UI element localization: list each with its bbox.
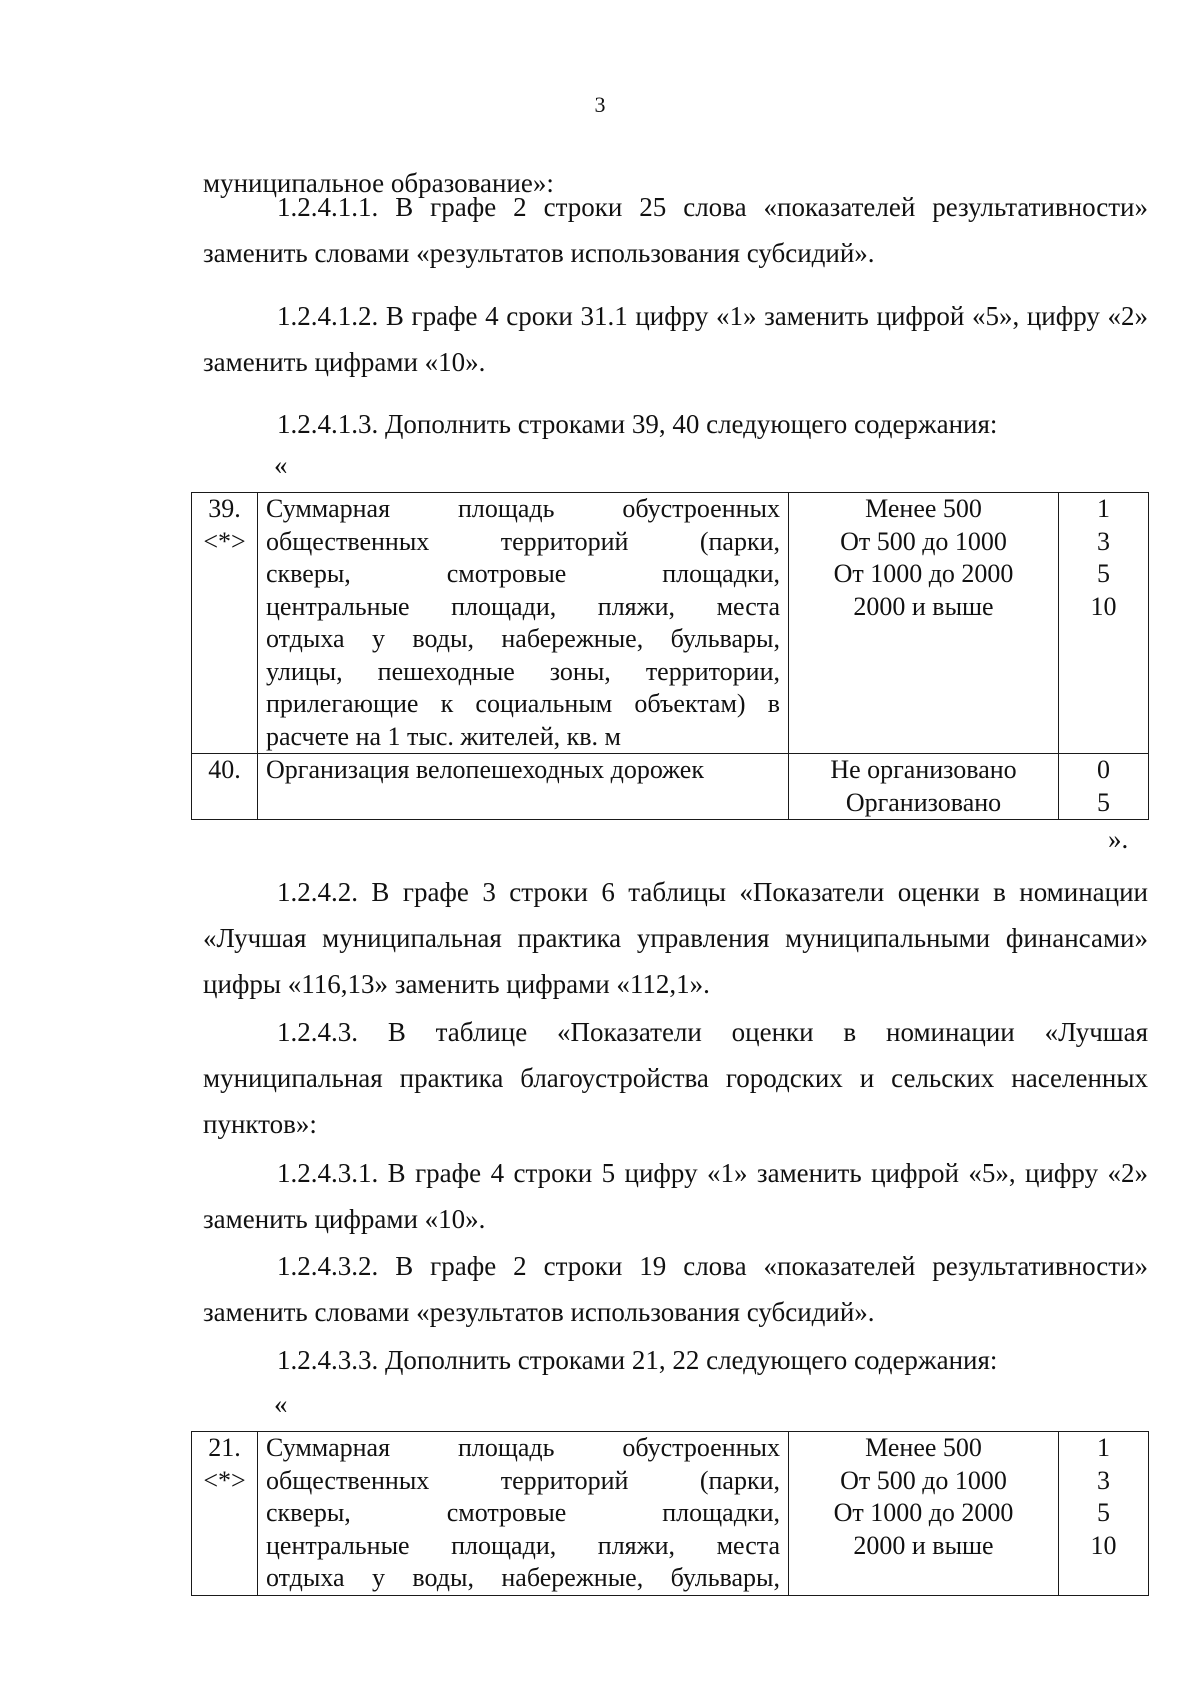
- description-line: центральные площади, пляжи, места: [266, 591, 780, 621]
- page-number: 3: [594, 92, 606, 117]
- value-ranges-cell: [789, 1432, 1059, 1596]
- row-number: 39.: [208, 494, 241, 523]
- points-value: 5: [1097, 559, 1110, 588]
- points-cell: [1059, 754, 1149, 820]
- table-row-21: [191, 1431, 1149, 1596]
- row-number: 21.: [208, 1433, 241, 1462]
- points-cell: [1059, 1432, 1149, 1596]
- value-range: Менее 500: [865, 494, 982, 523]
- description-line: скверы, смотровые площадки,: [266, 559, 780, 588]
- paragraph-1-2-4-3-2: 1.2.4.3.2. В графе 2 строки 19 слова «показателей результативности» заменить словами «результатов использования субсидий».: [203, 1251, 1148, 1327]
- row-number: 40.: [208, 755, 241, 784]
- indicator-description-cell: [258, 493, 789, 754]
- description-line: отдыха у воды, набережные, бульвары,: [266, 624, 780, 653]
- table-row: [192, 493, 1149, 754]
- points-value: 10: [1090, 591, 1117, 621]
- description-line: общественных территорий (парки,: [266, 526, 780, 556]
- value-range: От 500 до 1000: [840, 1465, 1007, 1495]
- row-number-cell: [192, 754, 258, 820]
- indicator-description-cell: [258, 1432, 789, 1596]
- description-line: улицы, пешеходные зоны, территории,: [266, 656, 780, 686]
- points-value: 3: [1097, 1465, 1110, 1495]
- points-value: 3: [1097, 526, 1110, 556]
- value-range: Не организовано: [830, 755, 1017, 784]
- description-line: прилегающие к социальным объектам) в: [266, 689, 780, 718]
- paragraph-1-2-4-1-2: 1.2.4.1.2. В графе 4 сроки 31.1 цифру «1» заменить цифрой «5», цифру «2» заменить цифрами «10».: [203, 301, 1148, 377]
- description-line: общественных территорий (парки,: [266, 1465, 780, 1495]
- opening-quote-mark: «: [274, 1389, 288, 1419]
- points-value: 1: [1097, 1433, 1110, 1462]
- paragraph-1-2-4-1-1: 1.2.4.1.1. В графе 2 строки 25 слова «показателей результативности» заменить словами «результатов использования субсидий».: [203, 192, 1148, 268]
- description-line: скверы, смотровые площадки,: [266, 1498, 780, 1527]
- row-number-cell: [192, 1432, 258, 1596]
- points-value: 10: [1090, 1530, 1117, 1560]
- value-range: От 1000 до 2000: [833, 1498, 1014, 1527]
- paragraph-1-2-4-2: 1.2.4.2. В графе 3 строки 6 таблицы «Показатели оценки в номинации «Лучшая муниципальная практика управления муниципальными финансами» цифры «116,13» заменить цифрами «112,1».: [203, 877, 1148, 999]
- description-line: отдыха у воды, набережные, бульвары,: [266, 1563, 780, 1592]
- value-ranges-cell: [789, 493, 1059, 754]
- table-row: [192, 1432, 1149, 1596]
- value-ranges-cell: [789, 754, 1059, 820]
- points-value: 1: [1097, 494, 1110, 523]
- indicator-description-cell: [258, 754, 789, 820]
- description-line: Суммарная площадь обустроенных: [266, 494, 780, 523]
- points-value: 5: [1097, 787, 1110, 817]
- value-range: Организовано: [845, 787, 1002, 817]
- table-rows-39-40: [191, 492, 1149, 820]
- points-value: 5: [1097, 1498, 1110, 1527]
- value-range: От 1000 до 2000: [833, 559, 1014, 588]
- paragraph-1-2-4-3-1: 1.2.4.3.1. В графе 4 строки 5 цифру «1» заменить цифрой «5», цифру «2» заменить цифрами «10».: [203, 1158, 1148, 1234]
- table-row: [192, 754, 1149, 820]
- paragraph-continuation: муниципальное образование»:: [203, 168, 554, 198]
- paragraph-1-2-4-1-3: 1.2.4.1.3. Дополнить строками 39, 40 следующего содержания:: [277, 409, 998, 439]
- points-cell: [1059, 493, 1149, 754]
- value-range: 2000 и выше: [853, 1530, 994, 1560]
- points-value: 0: [1097, 755, 1110, 784]
- row-number-cell: [192, 493, 258, 754]
- description-line: Суммарная площадь обустроенных: [266, 1433, 780, 1462]
- opening-quote-mark: «: [274, 450, 288, 480]
- description-line: расчете на 1 тыс. жителей, кв. м: [266, 721, 621, 751]
- closing-quote-mark: ».: [1108, 824, 1129, 854]
- description-line: центральные площади, пляжи, места: [266, 1530, 780, 1560]
- paragraph-1-2-4-3: 1.2.4.3. В таблице «Показатели оценки в номинации «Лучшая муниципальная практика благоустройства городских и сельских населенных пунктов»:: [203, 1017, 1148, 1139]
- description-line: Организация велопешеходных дорожек: [266, 755, 704, 784]
- paragraph-1-2-4-3-3: 1.2.4.3.3. Дополнить строками 21, 22 следующего содержания:: [277, 1345, 998, 1375]
- value-range: От 500 до 1000: [840, 526, 1007, 556]
- row-footnote-mark: <*>: [203, 526, 246, 556]
- row-footnote-mark: <*>: [203, 1465, 246, 1495]
- value-range: Менее 500: [865, 1433, 982, 1462]
- value-range: 2000 и выше: [853, 591, 994, 621]
